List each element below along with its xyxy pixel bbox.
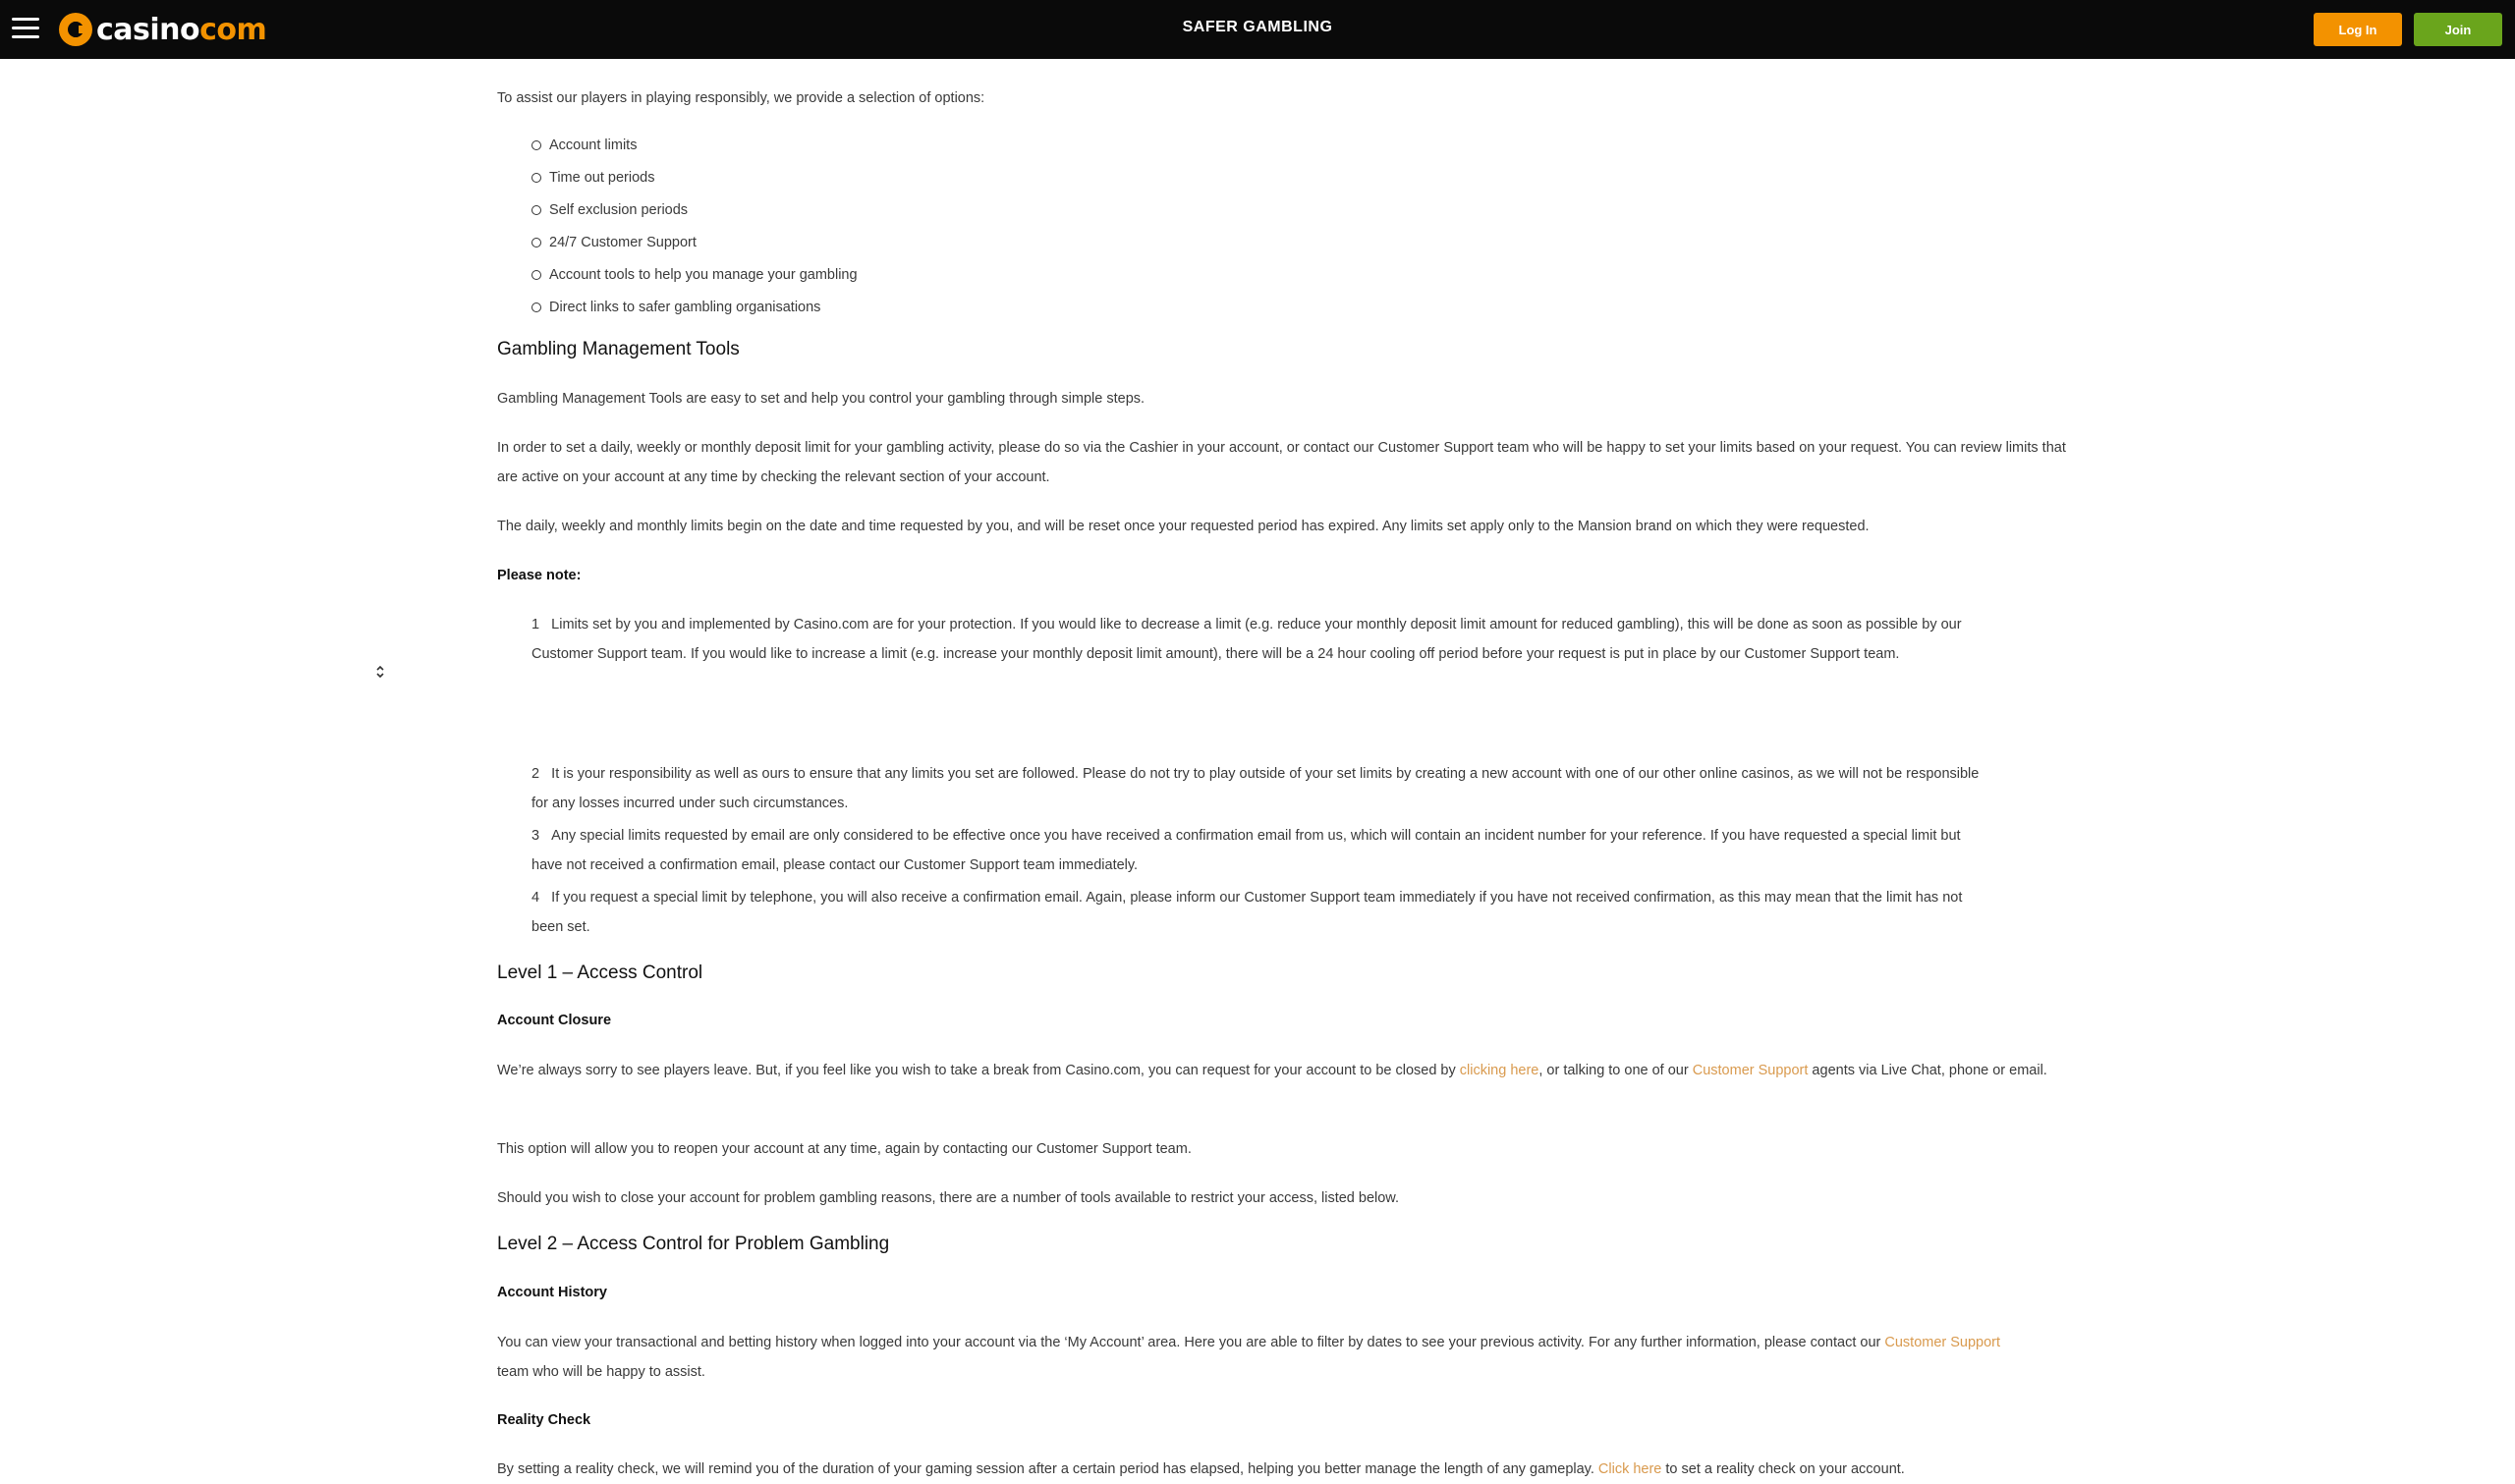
option-item bbox=[531, 170, 654, 186]
option-item bbox=[531, 267, 858, 283]
note-item bbox=[531, 821, 1985, 880]
clicking-here-link[interactable]: clicking here bbox=[1459, 1063, 1539, 1078]
tools-paragraph: In order to set a daily, weekly or monthly deposit limit for your gambling activity, please do so via the Cashier in your account, or contact our Customer Support team who will be happy to set your limits based on your request. You can review limits that are active on your account at any time by checking the relevant section of your account. bbox=[497, 440, 2066, 485]
note-number: 2 bbox=[531, 766, 540, 782]
account-history-paragraph: You can view your transactional and betting history when logged into your account via the ‘My Account’ area. Here you are able to filter by dates to see your previous activity. For any further information, please contact our Customer Support team who will be happy to assist. bbox=[497, 1335, 2001, 1380]
section-heading-tools: Gambling Management Tools bbox=[497, 339, 740, 359]
note-item bbox=[531, 759, 1985, 818]
note-number: 3 bbox=[531, 828, 540, 844]
option-item bbox=[531, 235, 697, 250]
option-label: Self exclusion periods bbox=[549, 202, 689, 218]
note-item bbox=[531, 610, 1985, 669]
account-history-heading: Account History bbox=[497, 1285, 607, 1300]
bullet-circle-icon bbox=[531, 302, 541, 312]
option-label: Account limits bbox=[549, 137, 638, 153]
casino-logo-icon bbox=[59, 13, 92, 46]
click-here-link[interactable]: Click here bbox=[1597, 1461, 1662, 1477]
option-item bbox=[531, 137, 637, 153]
account-closure-heading: Account Closure bbox=[497, 1013, 612, 1028]
tools-paragraph: Gambling Management Tools are easy to set and help you control your gambling through simple steps. bbox=[497, 391, 1146, 407]
note-item bbox=[531, 883, 1985, 942]
page-title: SAFER GAMBLING bbox=[1182, 19, 1333, 35]
option-item bbox=[531, 202, 688, 218]
top-navigation-bar bbox=[0, 0, 2515, 59]
login-button[interactable]: Log In bbox=[2314, 13, 2402, 46]
bullet-circle-icon bbox=[531, 238, 541, 247]
bullet-circle-icon bbox=[531, 173, 541, 183]
hamburger-menu-icon[interactable] bbox=[12, 18, 39, 39]
note-text: If you request a special limit by telephone, you will also receive a confirmation email. Again, please inform our Customer Support team immediately if you have not received confirmation, as this may mean that the limit has not been set. bbox=[531, 890, 1963, 935]
option-label: Time out periods bbox=[549, 170, 655, 186]
logo-text: casinocom bbox=[96, 12, 267, 47]
bullet-circle-icon bbox=[531, 205, 541, 215]
close-reasons-paragraph: Should you wish to close your account for problem gambling reasons, there are a number of tools available to restrict your access, listed below. bbox=[497, 1190, 1400, 1206]
join-button[interactable]: Join bbox=[2414, 13, 2502, 46]
reality-check-heading: Reality Check bbox=[497, 1412, 591, 1428]
note-number: 1 bbox=[531, 617, 540, 632]
note-text: Any special limits requested by email are only considered to be effective once you have received a confirmation email from us, which will contain an incident number for your reference. If you have requested a special limit but have not received a confirmation email, please contact our Customer Support team immediately. bbox=[531, 828, 1961, 873]
scroll-arrows-icon bbox=[375, 664, 385, 680]
note-number: 4 bbox=[531, 890, 540, 906]
account-closure-paragraph: We’re always sorry to see players leave. But, if you feel like you wish to take a break from Casino.com, you can request for your account to be closed by clicking here, or talking to one of our Customer Support agents via Live Chat, phone or email. bbox=[497, 1063, 2047, 1078]
section-heading-level1: Level 1 – Access Control bbox=[497, 962, 703, 983]
option-item bbox=[531, 300, 820, 315]
customer-support-link[interactable]: Customer Support bbox=[1884, 1335, 2001, 1350]
section-heading-level2: Level 2 – Access Control for Problem Gambling bbox=[497, 1234, 890, 1254]
note-text: It is your responsibility as well as ours to ensure that any limits you set are followed. Please do not try to play outside of your set limits by creating a new account with one of our other online casinos, as we will not be responsible for any losses incurred under such circumstances. bbox=[531, 766, 1980, 811]
casino-logo[interactable] bbox=[59, 11, 266, 48]
bullet-circle-icon bbox=[531, 270, 541, 280]
option-label: Direct links to safer gambling organisations bbox=[549, 300, 821, 315]
reality-check-paragraph: By setting a reality check, we will remind you of the duration of your gaming session after a certain period has elapsed, helping you better manage the length of any gameplay. Click here to set a reality check on your account. bbox=[497, 1461, 1905, 1477]
note-text: Limits set by you and implemented by Casino.com are for your protection. If you would like to decrease a limit (e.g. reduce your monthly deposit limit amount for reduced gambling), this will be done as soon as possible by our Customer Support team. If you would like to increase a limit (e.g. increase your monthly deposit limit amount), there will be a 24 hour cooling off period before your request is put in place by our Customer Support team. bbox=[531, 617, 1962, 662]
customer-support-link[interactable]: Customer Support bbox=[1692, 1063, 1809, 1078]
intro-text: To assist our players in playing responsibly, we provide a selection of options: bbox=[497, 90, 985, 106]
option-label: 24/7 Customer Support bbox=[549, 235, 697, 250]
please-note-label: Please note: bbox=[497, 568, 582, 583]
tools-paragraph: The daily, weekly and monthly limits begin on the date and time requested by you, and will be reset once your requested period has expired. Any limits set apply only to the Mansion brand on which they were requested. bbox=[497, 519, 1870, 534]
bullet-circle-icon bbox=[531, 140, 541, 150]
reopen-paragraph: This option will allow you to reopen your account at any time, again by contacting our Customer Support team. bbox=[497, 1141, 1192, 1157]
option-label: Account tools to help you manage your gambling bbox=[549, 267, 858, 283]
